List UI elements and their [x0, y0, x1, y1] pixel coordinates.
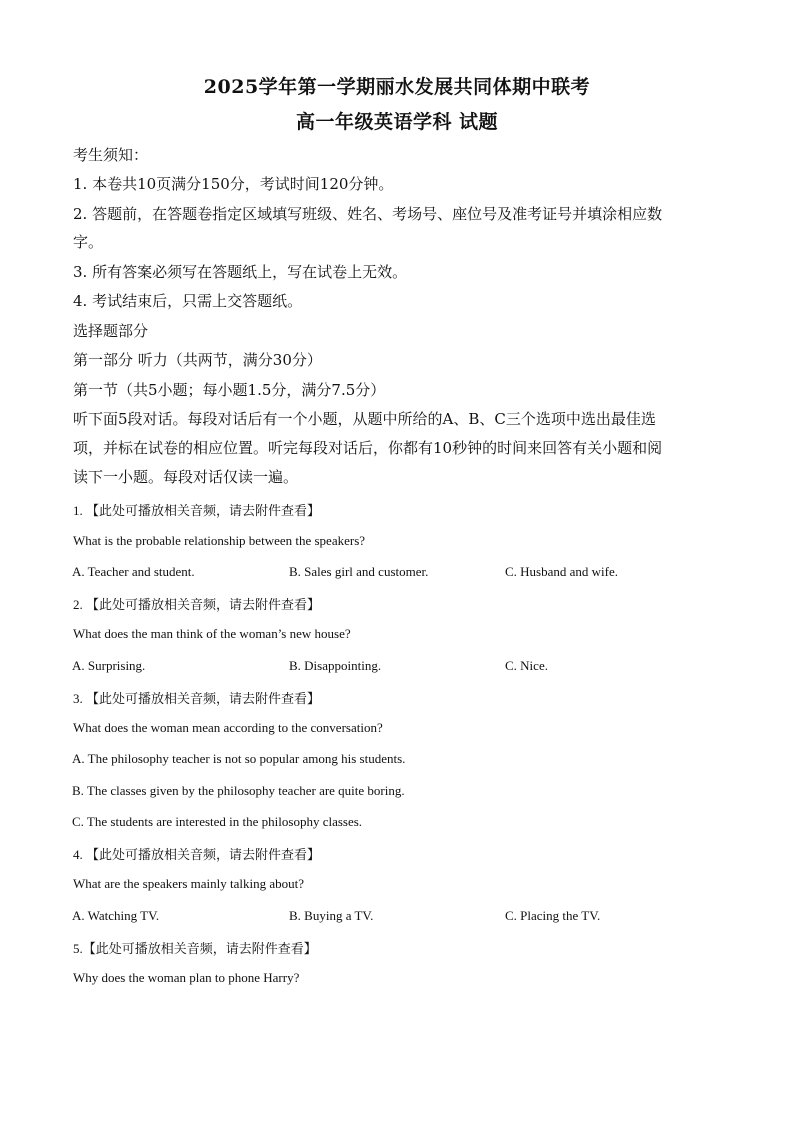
instructions-line-2: 项，并标在试卷的相应位置。听完每段对话后，你都有10秒钟的时间来回答有关小题和阅: [73, 439, 663, 457]
question-3-option-a: A. The philosophy teacher is not so popular among his students.: [72, 751, 406, 766]
question-3-option-b: B. The classes given by the philosophy teacher are quite boring.: [72, 783, 405, 798]
section-choice: 选择题部分: [73, 322, 149, 340]
notice-item-1: 1. 本卷共10页满分150分，考试时间120分钟。: [73, 175, 394, 193]
question-2-option-c: C. Nice.: [505, 658, 548, 673]
notice-heading: 考生须知：: [73, 146, 149, 164]
notice-item-2-cont: 字。: [73, 233, 104, 251]
instructions-line-1: 听下面5段对话。每段对话后有一个小题，从题中所给的A、B、C三个选项中选出最佳选: [73, 410, 656, 428]
question-3-marker: 3. 【此处可播放相关音频，请去附件查看】: [73, 691, 321, 706]
question-1-text: What is the probable relationship between the speakers?: [73, 533, 366, 548]
question-4-marker: 4. 【此处可播放相关音频，请去附件查看】: [73, 847, 321, 862]
question-1-option-a: A. Teacher and student.: [72, 564, 195, 579]
instructions-line-3: 读下一小题。每段对话仅读一遍。: [73, 468, 299, 486]
question-1-marker: 1. 【此处可播放相关音频，请去附件查看】: [73, 503, 321, 518]
notice-item-3: 3. 所有答案必须写在答题纸上，写在试卷上无效。: [73, 263, 408, 281]
part1-heading: 第一部分 听力（共两节，满分30分）: [73, 351, 322, 369]
question-1-option-c: C. Husband and wife.: [505, 564, 619, 579]
notice-item-2: 2. 答题前，在答题卷指定区域填写班级、姓名、考场号、座位号及准考证号并填涂相应数: [73, 205, 663, 223]
question-2-marker: 2. 【此处可播放相关音频，请去附件查看】: [73, 597, 321, 612]
question-2-text: What does the man think of the woman’s new house?: [73, 626, 351, 641]
question-4-option-c: C. Placing the TV.: [505, 908, 601, 923]
question-2-option-a: A. Surprising.: [72, 658, 146, 673]
sub1-heading: 第一节（共5小题；每小题1.5分，满分7.5分）: [73, 381, 386, 399]
exam-title: 2025学年第一学期丽水发展共同体期中联考: [203, 76, 591, 98]
question-4-text: What are the speakers mainly talking about?: [73, 876, 305, 891]
question-2-option-b: B. Disappointing.: [289, 658, 382, 673]
question-5-text: Why does the woman plan to phone Harry?: [73, 970, 300, 985]
question-5-marker: 5.【此处可播放相关音频，请去附件查看】: [73, 941, 317, 956]
exam-subtitle: 高一年级英语学科 试题: [295, 111, 499, 133]
question-4-option-a: A. Watching TV.: [72, 908, 160, 923]
question-4-option-b: B. Buying a TV.: [289, 908, 374, 923]
notice-item-4: 4. 考试结束后，只需上交答题纸。: [73, 292, 303, 310]
question-3-option-c: C. The students are interested in the philosophy classes.: [72, 814, 363, 829]
question-3-text: What does the woman mean according to the conversation?: [73, 720, 383, 735]
question-1-option-b: B. Sales girl and customer.: [289, 564, 429, 579]
